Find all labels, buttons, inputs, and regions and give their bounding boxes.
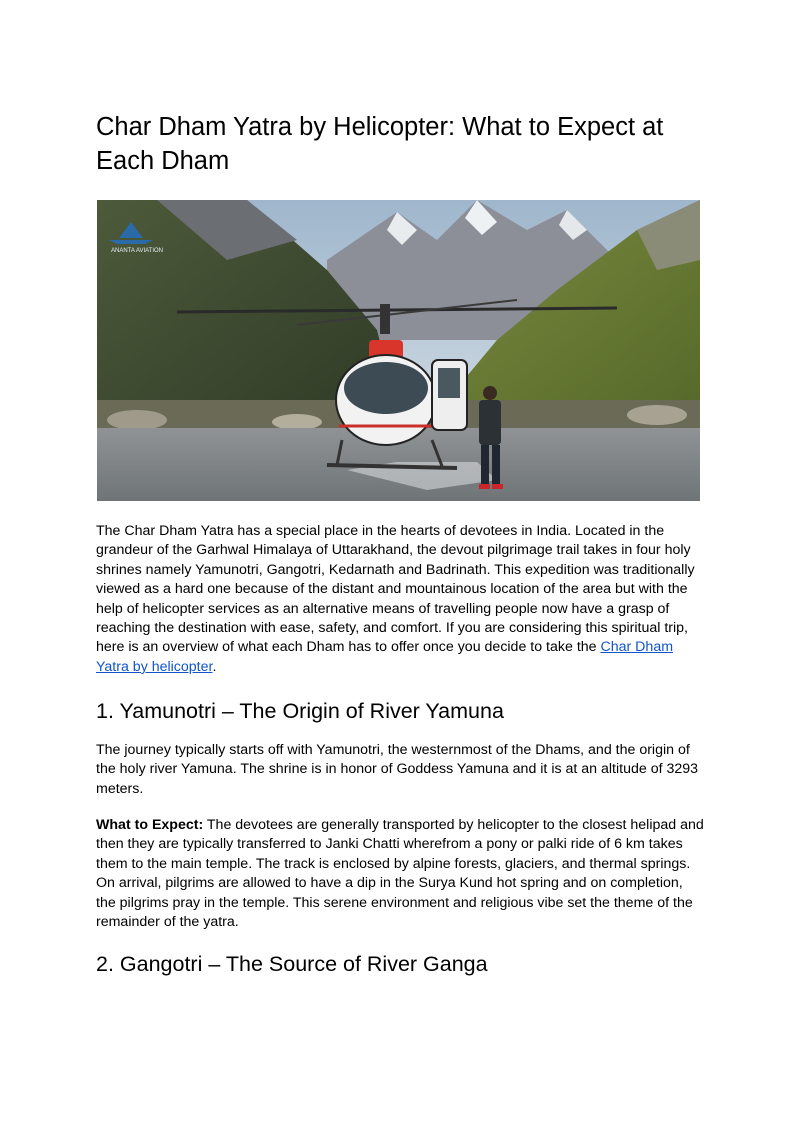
hero-image xyxy=(97,200,700,501)
intro-text: The Char Dham Yatra has a special place in the hearts of devotees in India. Located in the grandeur of the Garhwal Himalaya of Uttarakhand, the devout pilgrimage trail takes in four holy shrines namely Yamunotri, Gangotri, Kedarnath and Badrinath. This expedition was traditionally viewed as a hard one because of the distant and mountainous location of the area but with the help of helicopter services as an alternative means of travelling people now have a grasp of reaching the destination with ease, safety, and comfort. If you are considering this spiritual trip, here is an overview of what each Dham has to offer once you decide to take the xyxy=(96,523,695,656)
intro-text-end: . xyxy=(212,658,217,675)
intro-paragraph xyxy=(96,522,706,677)
yamunotri-expect-paragraph xyxy=(96,816,706,932)
yamunotri-intro-paragraph: The journey typically starts off with Yamunotri, the westernmost of the Dhams, and the origin of the holy river Yamuna. The shrine is in honor of Goddess Yamuna and it is at an altitude of 3293 meters. xyxy=(96,742,699,797)
what-to-expect-text: The devotees are generally transported by helicopter to the closest helipad and then they are typically transferred to Janki Chatti wherefrom a pony or palki ride of 6 km takes them to the main temple. The track is enclosed by alpine forests, glaciers, and thermal springs. On arrival, pilgrims are allowed to have a dip in the Surya Kund hot spring and on completion, the pilgrims pray in the temple. This serene environment and religious vibe set the theme of the remainder of the yatra. xyxy=(96,817,704,931)
helicopter-photo xyxy=(97,200,700,501)
char-dham-helicopter-link[interactable]: Char Dham Yatra by helicopter xyxy=(96,639,674,675)
page-title: Char Dham Yatra by Helicopter: What to Expect at Each Dham xyxy=(96,113,664,175)
section-heading-yamunotri: 1. Yamunotri – The Origin of River Yamuna xyxy=(96,699,504,723)
section-heading-gangotri: 2. Gangotri – The Source of River Ganga xyxy=(96,952,488,976)
what-to-expect-label: What to Expect: xyxy=(96,817,204,833)
svg-text:ANANTA AVIATION: ANANTA AVIATION xyxy=(111,248,164,254)
